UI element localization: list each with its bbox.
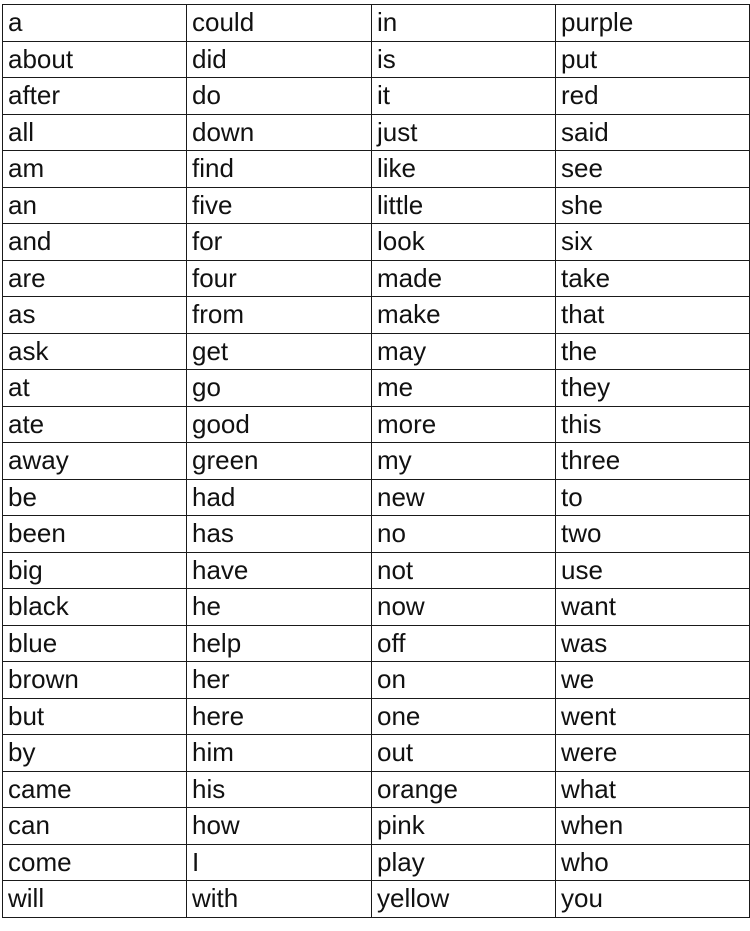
table-row — [3, 297, 750, 334]
word-cell[interactable]: how — [187, 808, 372, 845]
word-cell[interactable]: they — [556, 370, 750, 407]
word-cell[interactable]: came — [3, 771, 187, 808]
word-cell[interactable]: went — [556, 698, 750, 735]
word-cell[interactable]: at — [3, 370, 187, 407]
word-cell[interactable]: this — [556, 406, 750, 443]
word-cell[interactable]: and — [3, 224, 187, 261]
word-cell[interactable]: we — [556, 662, 750, 699]
word-cell[interactable]: as — [3, 297, 187, 334]
table-row — [3, 187, 750, 224]
word-cell[interactable]: her — [187, 662, 372, 699]
word-cell[interactable]: brown — [3, 662, 187, 699]
table-row — [3, 808, 750, 845]
word-cell[interactable]: ate — [3, 406, 187, 443]
word-cell[interactable]: not — [372, 552, 556, 589]
word-cell[interactable]: out — [372, 735, 556, 772]
word-cell[interactable]: come — [3, 844, 187, 881]
word-cell[interactable]: take — [556, 260, 750, 297]
word-cell[interactable]: put — [556, 41, 750, 78]
table-row — [3, 443, 750, 480]
word-cell[interactable]: blue — [3, 625, 187, 662]
table-row — [3, 224, 750, 261]
table-row — [3, 78, 750, 115]
word-table-body — [3, 5, 750, 918]
word-cell[interactable]: an — [3, 187, 187, 224]
table-row — [3, 698, 750, 735]
word-cell[interactable]: all — [3, 114, 187, 151]
table-row — [3, 370, 750, 407]
word-cell[interactable]: no — [372, 516, 556, 553]
word-cell[interactable]: help — [187, 625, 372, 662]
word-cell[interactable]: get — [187, 333, 372, 370]
word-cell[interactable]: little — [372, 187, 556, 224]
word-cell[interactable]: with — [187, 881, 372, 918]
word-cell[interactable]: play — [372, 844, 556, 881]
word-cell[interactable]: who — [556, 844, 750, 881]
table-row — [3, 406, 750, 443]
word-cell[interactable]: can — [3, 808, 187, 845]
word-cell[interactable]: that — [556, 297, 750, 334]
word-cell[interactable]: could — [187, 5, 372, 42]
word-cell[interactable]: is — [372, 41, 556, 78]
word-cell[interactable]: but — [3, 698, 187, 735]
table-row — [3, 662, 750, 699]
word-cell[interactable]: look — [372, 224, 556, 261]
table-row — [3, 516, 750, 553]
table-row — [3, 589, 750, 626]
word-cell[interactable]: new — [372, 479, 556, 516]
word-cell[interactable]: had — [187, 479, 372, 516]
word-cell[interactable]: about — [3, 41, 187, 78]
word-cell[interactable]: said — [556, 114, 750, 151]
table-row — [3, 625, 750, 662]
word-cell[interactable]: I — [187, 844, 372, 881]
word-cell[interactable]: here — [187, 698, 372, 735]
word-cell[interactable]: ask — [3, 333, 187, 370]
word-cell[interactable]: like — [372, 151, 556, 188]
word-cell[interactable]: the — [556, 333, 750, 370]
word-cell[interactable]: she — [556, 187, 750, 224]
sight-word-table — [2, 4, 750, 918]
word-cell[interactable]: by — [3, 735, 187, 772]
word-cell[interactable]: now — [372, 589, 556, 626]
table-row — [3, 5, 750, 42]
word-cell[interactable]: him — [187, 735, 372, 772]
table-row — [3, 333, 750, 370]
table-row — [3, 881, 750, 918]
table-row — [3, 771, 750, 808]
word-cell[interactable]: am — [3, 151, 187, 188]
word-cell[interactable]: use — [556, 552, 750, 589]
word-cell[interactable]: find — [187, 151, 372, 188]
word-cell[interactable]: more — [372, 406, 556, 443]
word-cell[interactable]: do — [187, 78, 372, 115]
word-cell[interactable]: a — [3, 5, 187, 42]
word-cell[interactable]: he — [187, 589, 372, 626]
table-row — [3, 479, 750, 516]
table-row — [3, 552, 750, 589]
word-cell[interactable]: pink — [372, 808, 556, 845]
word-cell[interactable]: black — [3, 589, 187, 626]
word-cell[interactable]: go — [187, 370, 372, 407]
word-cell[interactable]: it — [372, 78, 556, 115]
word-cell[interactable]: one — [372, 698, 556, 735]
word-cell[interactable]: six — [556, 224, 750, 261]
word-cell[interactable]: in — [372, 5, 556, 42]
table-row — [3, 114, 750, 151]
word-cell[interactable]: made — [372, 260, 556, 297]
table-row — [3, 41, 750, 78]
word-cell[interactable]: away — [3, 443, 187, 480]
word-cell[interactable]: from — [187, 297, 372, 334]
word-cell[interactable]: are — [3, 260, 187, 297]
word-cell[interactable]: red — [556, 78, 750, 115]
word-cell[interactable]: three — [556, 443, 750, 480]
word-cell[interactable]: good — [187, 406, 372, 443]
word-cell[interactable]: be — [3, 479, 187, 516]
word-cell[interactable]: green — [187, 443, 372, 480]
word-cell[interactable]: make — [372, 297, 556, 334]
table-row — [3, 735, 750, 772]
word-cell[interactable]: may — [372, 333, 556, 370]
word-cell[interactable]: me — [372, 370, 556, 407]
word-cell[interactable]: was — [556, 625, 750, 662]
word-cell[interactable]: down — [187, 114, 372, 151]
word-cell[interactable]: my — [372, 443, 556, 480]
word-cell[interactable]: see — [556, 151, 750, 188]
word-cell[interactable]: did — [187, 41, 372, 78]
word-cell[interactable]: big — [3, 552, 187, 589]
word-cell[interactable]: yellow — [372, 881, 556, 918]
word-cell[interactable]: will — [3, 881, 187, 918]
word-cell[interactable]: his — [187, 771, 372, 808]
word-cell[interactable]: you — [556, 881, 750, 918]
word-cell[interactable]: been — [3, 516, 187, 553]
word-cell[interactable]: five — [187, 187, 372, 224]
word-cell[interactable]: two — [556, 516, 750, 553]
word-cell[interactable]: when — [556, 808, 750, 845]
word-cell[interactable]: want — [556, 589, 750, 626]
word-cell[interactable]: has — [187, 516, 372, 553]
word-cell[interactable]: purple — [556, 5, 750, 42]
word-cell[interactable]: have — [187, 552, 372, 589]
table-row — [3, 151, 750, 188]
table-row — [3, 260, 750, 297]
word-cell[interactable]: were — [556, 735, 750, 772]
word-cell[interactable]: on — [372, 662, 556, 699]
word-cell[interactable]: orange — [372, 771, 556, 808]
word-cell[interactable]: four — [187, 260, 372, 297]
word-cell[interactable]: after — [3, 78, 187, 115]
word-cell[interactable]: what — [556, 771, 750, 808]
word-cell[interactable]: to — [556, 479, 750, 516]
table-row — [3, 844, 750, 881]
word-cell[interactable]: off — [372, 625, 556, 662]
word-cell[interactable]: for — [187, 224, 372, 261]
word-cell[interactable]: just — [372, 114, 556, 151]
